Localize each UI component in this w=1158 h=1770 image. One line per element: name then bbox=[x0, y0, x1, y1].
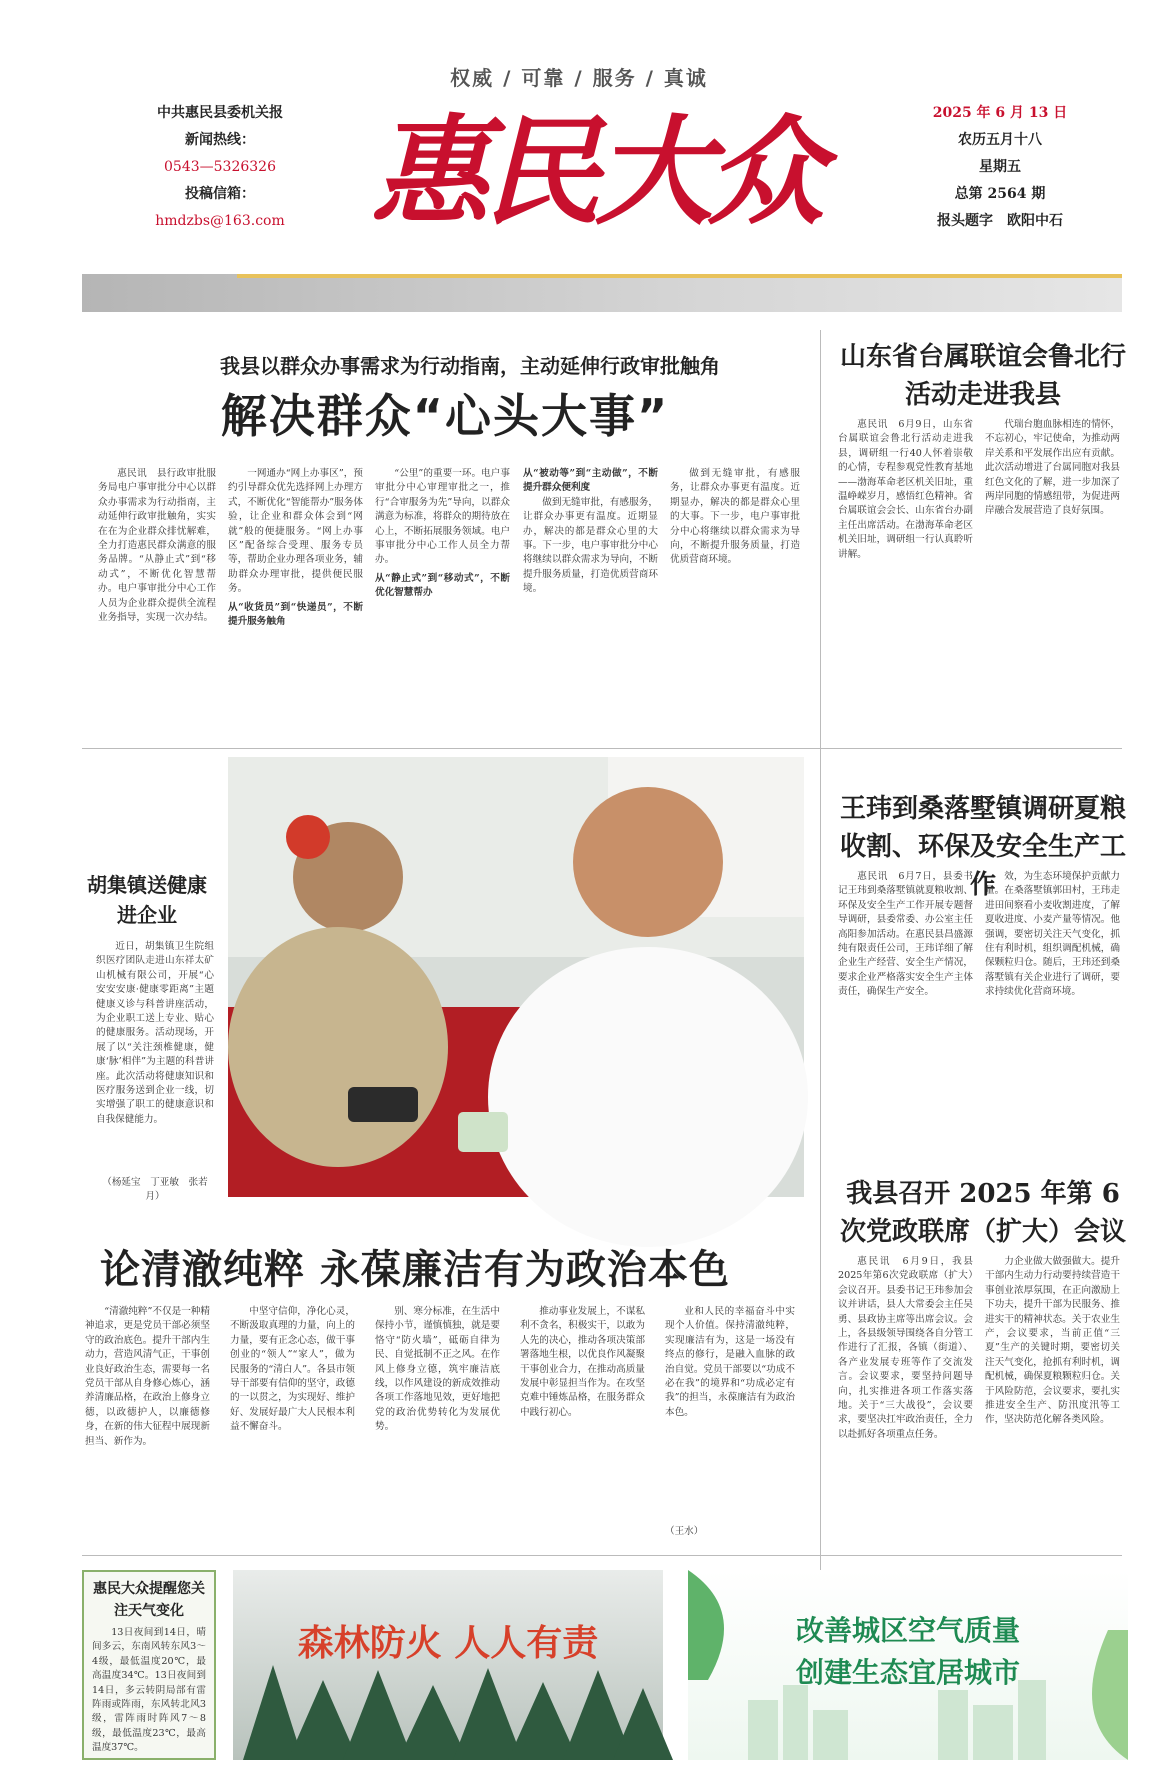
lead-column-2 bbox=[228, 467, 363, 742]
publisher-line: 中共惠民县委机关报 bbox=[157, 105, 283, 121]
editorial-paragraph: 业和人民的幸福奋斗中实现个人价值。保持清澈纯粹，实现廉洁有为，这是一场没有终点的修行，是融入血脉的政治自觉。党员干部要以“功成不必在我”的境界和“功成必定有我”的担当，永葆廉洁有为政治本色。 bbox=[665, 1306, 795, 1418]
lead-paragraph: “公里”的重要一环。电户事审批分中心审理审批之一，推行“合审服务为先”导向，以群众满意为标准，将群众的期待放在心上，不断拓展服务领域。电户事审批分中心工作人员全力帮办。 bbox=[375, 468, 510, 566]
meeting-column-2 bbox=[985, 1255, 1120, 1545]
weather-paragraph: 13日夜间到14日，晴间多云，东南风转东风3～4级，最低温度20℃，最高温度34℃。13日夜间到14日，多云转阴局部有雷阵雨或阵雨，东风转北风3级，雷阵雨时阵风7～8级，最低温度23℃，最高温度37℃。 bbox=[92, 1627, 206, 1754]
lead-headline: 解决群众“心头大事” bbox=[220, 389, 670, 443]
hotline-label: 新闻热线： bbox=[185, 132, 255, 148]
masthead-bar-accent bbox=[237, 274, 1122, 278]
editorial-credit: （王水） bbox=[665, 1526, 704, 1537]
weather-body bbox=[84, 1622, 214, 1754]
photo-story-paragraph: 近日，胡集镇卫生院组织医疗团队走进山东祥太矿山机械有限公司，开展“心安安安康·健康零距离”主题健康义诊与科普讲座活动，为企业职工送上专业、贴心的健康服务。活动现场，开展了以“关注颈椎健康，健康‘脉’相伴”为主题的科普讲座。此次活动将健康知识和医疗服务送到企业一线，切实增强了职工的健康意识和自我保健能力。 bbox=[96, 941, 214, 1125]
forest-fire-ad bbox=[233, 1570, 663, 1760]
wang-column-2 bbox=[985, 870, 1120, 1180]
lead-column-3 bbox=[375, 467, 510, 742]
air-quality-ad bbox=[688, 1570, 1128, 1760]
lunar-date: 农历五月十八 bbox=[958, 132, 1042, 148]
weekday: 星期五 bbox=[979, 159, 1021, 175]
editorial-column-4 bbox=[520, 1305, 645, 1540]
wang-paragraph: 惠民讯 6月7日，县委书记王玮到桑落墅镇就夏粮收割、环保及安全生产工作开展专题督导调研，县委常委、办公室主任高阳参加活动。在惠民县昌盛源纯有限责任公司，王玮详细了解企业生产经营、安全生产情况，要求企业严格落实安全生产主体责任，确保生产安全。 bbox=[838, 871, 973, 998]
editorial-column-1 bbox=[85, 1305, 210, 1540]
wang-paragraph: 效，为生态环境保护贡献力量。在桑落墅镇郭田村，王玮走进田间察看小麦收割进度，了解夏收进度、小麦产量等情况。他强调，要密切关注天气变化，抓住有利时机，组织调配机械，确保颗粒归仓。随后，王玮还到桑落墅镇有关企业进行了调研，要求持续优化营商环境。 bbox=[985, 871, 1120, 998]
lead-paragraph: 做到无缝审批，有感服务，让群众办事更有温度。近期显办，解决的都是群众心里的大事。下一步，电户事审批分中心将继续以群众需求为导向，不断提升服务质量，打造优质营商环境。 bbox=[523, 496, 658, 595]
lead-paragraph: 一网通办“网上办事区”，预约引导群众优先选择网上办理方式，不断优化“智能帮办”服务体验，让企业和群众体会到“网就”般的便捷服务。“网上办事区”配备综合受理、服务专员等，帮助企业办理各项业务，辅助群众办理审批，提供便民服务。 bbox=[228, 468, 363, 595]
taiwan-headline: 山东省台属联谊会鲁北行活动走进我县 bbox=[839, 342, 1126, 410]
lead-column-1 bbox=[98, 467, 216, 742]
issue-date: 2025 年 6 月 13 日 bbox=[932, 105, 1068, 121]
email-address: hmdzbs@163.com bbox=[155, 213, 285, 229]
air-ad-line-1: 改善城区空气质量 bbox=[795, 1614, 1021, 1647]
wang-column-1 bbox=[838, 870, 973, 1180]
masthead-bar bbox=[82, 274, 1122, 312]
taiwan-column-2 bbox=[985, 418, 1120, 738]
hotline-number: 0543—5326326 bbox=[164, 159, 276, 175]
air-ad-line-2: 创建生态宜居城市 bbox=[795, 1656, 1021, 1689]
lead-subhead: 从“被动等”到“主动做”，不断提升群众便利度 bbox=[523, 468, 658, 494]
meeting-headline: 我县召开 2025 年第 6 次党政联席（扩大）会议 bbox=[839, 1179, 1126, 1247]
lead-paragraph: 做到无缝审批，有感服务，让群众办事更有温度。近期显办，解决的都是群众心里的大事。下一步，电户事审批分中心将继续以群众需求为导向，不断提升服务质量，打造优质营商环境。 bbox=[670, 468, 800, 566]
air-ad-art bbox=[688, 1570, 1128, 1760]
lead-kicker: 我县以群众办事需求为行动指南，主动延伸行政审批触角 bbox=[220, 354, 720, 378]
editorial-paragraph: 中坚守信仰，净化心灵，不断汲取真理的力量，向上的力量，要有正念心态，做干事创业的“领人”“家人”，做为民服务的“清白人”。各县市领导干部要有信仰的坚守，政德的一以贯之，为实现好、维护好、发展好最广大人民根本利益不懈奋斗。 bbox=[230, 1306, 355, 1433]
forest-ad-art bbox=[233, 1570, 663, 1760]
editorial-paragraph: 推动事业发展上，不谋私利不贪名，积极实干，以敢为人先的决心，推动各项决策部署落地生根，以优良作风凝聚干事创业合力，在推动高质量发展中彰显担当作为。在攻坚克难中锤炼品格，在服务群众中践行初心。 bbox=[520, 1306, 645, 1418]
wang-headline: 王玮到桑落墅镇调研夏粮收割、环保及安全生产工作 bbox=[839, 794, 1126, 900]
taiwan-paragraph: 代瑞台胞血脉相连的情怀，不忘初心，牢记使命，为推动两岸关系和平发展作出应有贡献。此次活动增进了台属同胞对我县红色文化的了解，进一步加深了两岸同胞的情感纽带，为促进两岸融合发展营造了良好氛围。 bbox=[985, 419, 1120, 517]
lead-subhead: 从“静止式”到“移动式”，不断优化智慧帮办 bbox=[375, 572, 510, 599]
lead-paragraph: 惠民讯 县行政审批服务局电户事审批分中心以群众办事需求为行动指南，主动延伸行政审批触角，实实在在为企业群众排忧解难，全力打造惠民群众满意的服务品牌。“从静止式”到“移动式”，不断优化智慧帮办。电户事审批分中心工作人员为企业群众提供全流程业务指导，实现一次办结。 bbox=[98, 468, 216, 624]
email-label: 投稿信箱： bbox=[185, 186, 255, 202]
logo-title: 惠民大众 bbox=[370, 102, 820, 241]
issue-number: 总第 2564 期 bbox=[954, 186, 1046, 202]
editorial-column-2 bbox=[230, 1305, 355, 1540]
lead-column-5 bbox=[670, 467, 800, 677]
editorial-column-3 bbox=[375, 1305, 500, 1540]
meeting-column-1 bbox=[838, 1255, 973, 1545]
news-photo bbox=[228, 757, 804, 1197]
lead-subhead: 从“收货员”到“快递员”，不断提升服务触角 bbox=[228, 601, 363, 628]
meeting-paragraph: 力企业做大做强做大。提升干部内生动力行动要持续营造干事创业浓厚氛围，在正向激励上下功夫，提升干部为民服务、推进实干的精神状态。关于农业生产，会议要求，当前正值“三夏”生产的关键时期，要密切关注天气变化，抢抓有利时机，调配机械，确保夏粮颗粒归仓。关于风险防范，会议要求，要扎实推进安全生产、防汛度汛等工作，坚决防范化解各类风险。 bbox=[985, 1256, 1120, 1426]
photo-story-body bbox=[96, 940, 214, 1175]
lead-column-4 bbox=[523, 467, 658, 742]
title-credit: 报头题字 欧阳中石 bbox=[937, 213, 1063, 229]
photo-story-headline: 胡集镇送健康进企业 bbox=[87, 873, 207, 927]
newspaper-logo bbox=[370, 95, 820, 241]
weather-title: 惠民大众提醒您关注天气变化 bbox=[93, 1581, 205, 1619]
photo-illustration bbox=[228, 757, 804, 1197]
editorial-headline: 论清澈纯粹 永葆廉洁有为政治本色 bbox=[100, 1246, 730, 1293]
masthead-left-info bbox=[130, 100, 310, 235]
logo-calligraphy bbox=[370, 95, 820, 241]
section-divider bbox=[82, 748, 1122, 749]
forest-ad-slogan: 森林防火 人人有责 bbox=[297, 1623, 599, 1664]
taiwan-paragraph: 惠民讯 6月9日，山东省台属联谊会鲁北行活动走进我县，调研组一行40人怀着崇敬的心情，专程参观党性教育基地——渤海革命老区机关旧址，重温峥嵘岁月，感悟红色精神。省台属联谊会会长、山东省台办副主任出席活动。在渤海革命老区机关旧址，调研组一行认真聆听讲解。 bbox=[838, 419, 973, 560]
meeting-paragraph: 惠民讯 6月9日，我县2025年第6次党政联席（扩大）会议召开。县委书记王玮参加会议并讲话，县人大常委会主任吴勇、县政协主席等出席会议。会上，各县级领导围绕各自分管工作进行了汇报，各镇（街道）、各产业发展专班等作了交流发言。会议要求，要坚持问题导向，扎实推进各项工作落实落地。关于“三大战役”，会议要求，要坚决扛牢政治责任，全力以赴抓好各项重点任务。 bbox=[838, 1256, 973, 1440]
editorial-paragraph: “清澈纯粹”不仅是一种精神追求，更是党员干部必须坚守的政治底色。提升干部内生动力，营造风清气正，干事创业良好政治生态，需要每一名党员干部从自身修心炼心，涵养清廉品格，在政治上修身立德，以政德护人，以廉德修身，在新的伟大征程中展现新担当、新作为。 bbox=[85, 1306, 210, 1447]
masthead-motto: 权威 / 可靠 / 服务 / 真诚 bbox=[450, 66, 708, 90]
photo-story-credit: （杨延宝 丁亚敏 张若月） bbox=[102, 1177, 208, 1203]
taiwan-column-1 bbox=[838, 418, 973, 738]
column-divider bbox=[820, 330, 821, 1760]
editorial-column-5 bbox=[665, 1305, 795, 1525]
editorial-paragraph: 别、寒分标准，在生活中保持小节，谨慎慎独，就是要恪守“防火墙”，砥砺自律为民、自觉抵制不正之风。在作风上修身立德，筑牢廉洁底线，以作风建设的新成效推动各项工作落地见效，更好地把党的政治优势转化为发展优势。 bbox=[375, 1306, 500, 1433]
weather-box bbox=[82, 1570, 216, 1760]
masthead-right-info bbox=[910, 100, 1090, 235]
section-divider bbox=[82, 1555, 1122, 1556]
